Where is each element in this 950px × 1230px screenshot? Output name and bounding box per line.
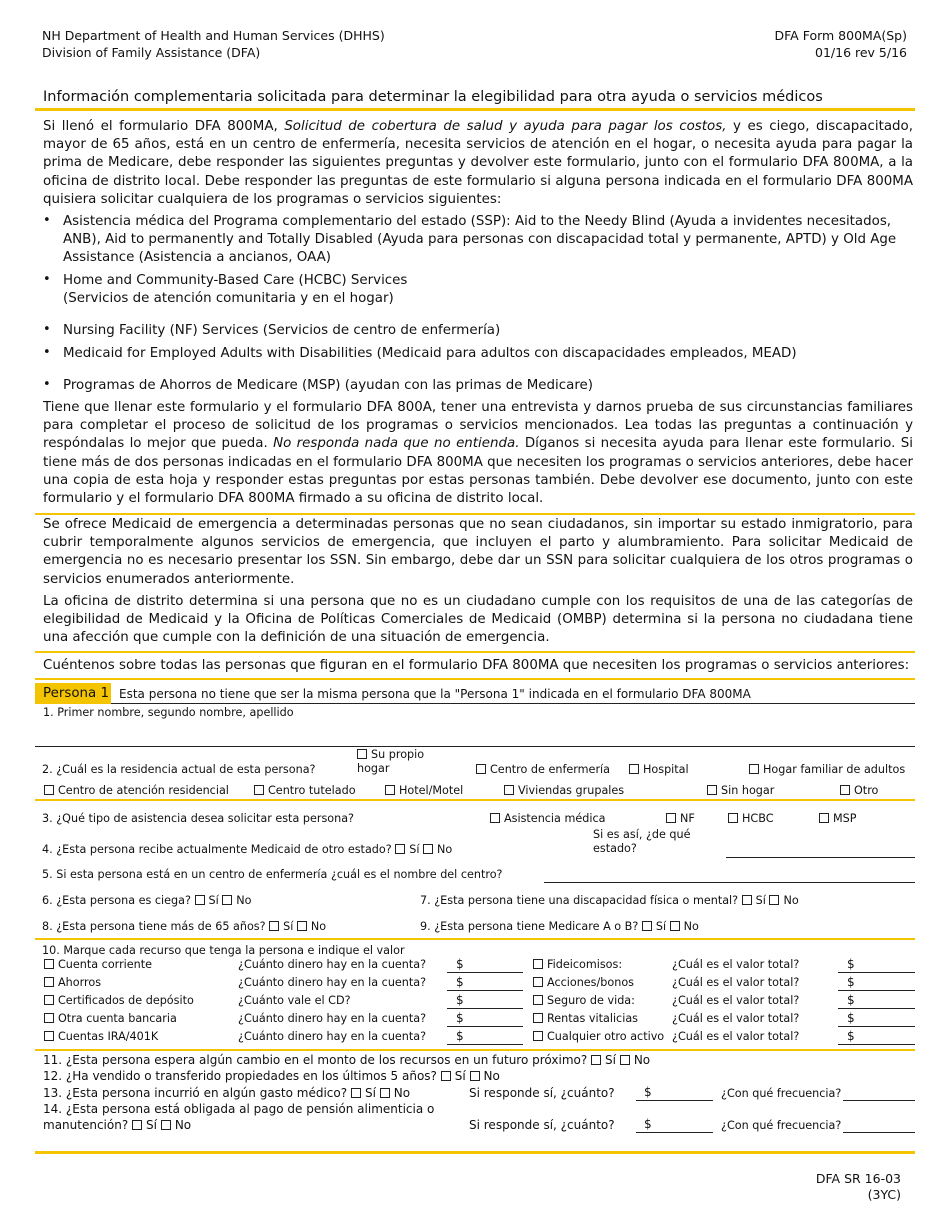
q2-residential[interactable]: Centro de atención residencial	[44, 784, 229, 798]
dollar-sign: $	[644, 1117, 652, 1131]
section-divider	[35, 513, 915, 515]
q2-hotel[interactable]: Hotel/Motel	[385, 784, 463, 798]
checkbox[interactable]	[44, 785, 54, 795]
bullet-icon: •	[43, 272, 51, 287]
q3-msp[interactable]: MSP	[819, 812, 857, 826]
persona-label: Persona 1	[35, 683, 111, 704]
dollar-sign: $	[644, 1085, 652, 1099]
bullet-icon: •	[43, 345, 51, 360]
no-checkbox[interactable]	[161, 1120, 171, 1130]
yes-checkbox[interactable]	[195, 895, 205, 905]
amount-field[interactable]	[838, 990, 915, 991]
q2-group[interactable]: Viviendas grupales	[504, 784, 624, 798]
form-id: DFA Form 800MA(Sp)	[774, 28, 907, 43]
asset-other[interactable]: Cualquier otro activo	[533, 1030, 664, 1044]
amount-field[interactable]	[447, 972, 523, 973]
persona-rule	[111, 703, 915, 704]
no-checkbox[interactable]	[670, 921, 680, 931]
checkbox[interactable]	[44, 995, 54, 1005]
dollar-sign: $	[847, 1029, 855, 1043]
amount-field[interactable]	[838, 1044, 915, 1045]
checkbox[interactable]	[490, 813, 500, 823]
yes-checkbox[interactable]	[591, 1055, 601, 1065]
asset-annuities[interactable]: Rentas vitalicias	[533, 1012, 638, 1026]
q14-label: 14. ¿Esta persona está obligada al pago de pensión alimenticia o	[43, 1102, 435, 1116]
q14-amount-field[interactable]	[636, 1132, 713, 1133]
q13-amount-field[interactable]	[636, 1100, 713, 1101]
checkbox[interactable]	[629, 764, 639, 774]
yes-checkbox[interactable]	[269, 921, 279, 931]
yes-checkbox[interactable]	[395, 844, 405, 854]
checkbox[interactable]	[533, 977, 543, 987]
no-checkbox[interactable]	[620, 1055, 630, 1065]
no-checkbox[interactable]	[380, 1088, 390, 1098]
amount-field[interactable]	[447, 1044, 523, 1045]
section-divider	[35, 651, 915, 653]
asset-checking[interactable]: Cuenta corriente	[44, 958, 152, 972]
bullet-ssp: Asistencia médica del Programa complementario del estado (SSP): Aid to the Needy Blind (Ayuda a invidentes necesitados, ANB), Aid to permanently and Totally Disabled (Ayuda para personas con discapacidad total y permanente, APTD) y Old Age Assistance (Asistencia a ancianos, OAA)	[63, 214, 897, 266]
dollar-sign: $	[456, 957, 464, 971]
asset-question: ¿Cuál es el valor total?	[672, 1030, 800, 1043]
asset-life-insurance[interactable]: Seguro de vida:	[533, 994, 635, 1008]
asset-question: ¿Cuánto dinero hay en la cuenta?	[238, 958, 427, 971]
asset-cd[interactable]: Certificados de depósito	[44, 994, 194, 1008]
q13-freq-field[interactable]	[843, 1100, 915, 1101]
q2-hospital[interactable]: Hospital	[629, 763, 689, 777]
q11-label: 11. ¿Esta persona espera algún cambio en el monto de los recursos en un futuro próximo? Sí No	[43, 1053, 651, 1067]
bullet-icon: •	[43, 322, 51, 337]
q2-own-home[interactable]: Su propio hogar	[357, 748, 425, 775]
q2-label: 2. ¿Cuál es la residencia actual de esta persona?	[42, 763, 316, 776]
checkbox[interactable]	[840, 785, 850, 795]
bullet-hcbc: Home and Community-Based Care (HCBC) Services	[63, 273, 408, 288]
q3-medical[interactable]: Asistencia médica	[490, 812, 605, 826]
q6-label: 6. ¿Esta persona es ciega? Sí No	[42, 894, 252, 907]
asset-ira[interactable]: Cuentas IRA/401K	[44, 1030, 158, 1044]
dollar-sign: $	[456, 1029, 464, 1043]
dollar-sign: $	[847, 1011, 855, 1025]
agency-name: NH Department of Health and Human Services (DHHS)	[42, 28, 385, 43]
amount-field[interactable]	[838, 1008, 915, 1009]
asset-question: ¿Cuál es el valor total?	[672, 1012, 800, 1025]
amount-field[interactable]	[447, 990, 523, 991]
q14-label-cont: manutención? Sí No	[43, 1118, 192, 1132]
asset-question: ¿Cuánto vale el CD?	[238, 994, 351, 1007]
dollar-sign: $	[456, 975, 464, 989]
amount-field[interactable]	[838, 1026, 915, 1027]
amount-field[interactable]	[447, 1026, 523, 1027]
asset-question: ¿Cuánto dinero hay en la cuenta?	[238, 1012, 427, 1025]
persona-divider	[35, 678, 915, 680]
q2-sheltered[interactable]: Centro tutelado	[254, 784, 356, 798]
q2-nursing[interactable]: Centro de enfermería	[476, 763, 610, 777]
q13-label: 13. ¿Esta persona incurrió en algún gasto médico? Sí No	[43, 1086, 411, 1100]
instructions-paragraph: Tiene que llenar este formulario y el formulario DFA 800A, tener una entrevista y darnos prueba de sus circunstancias familiares para completar el proceso de solicitud de los programas o servicios mencionados. Lea todas las preguntas a continuación y respóndalas lo mejor que pueda. No responda nada que no entienda. Díganos si necesita ayuda para llenar este formulario. Si tiene más de dos personas indicadas en el formulario DFA 800MA que necesiten los programas o servicios anteriores, debe hacer una copia de esta hoja y responder estas preguntas por estas personas también. Debe devolver ese documento, junto con este formulario y el formulario DFA 800MA firmado a su oficina de distrito local.	[43, 400, 913, 507]
checkbox[interactable]	[819, 813, 829, 823]
bullet-msp: Programas de Ahorros de Medicare (MSP) (ayudan con las primas de Medicare)	[63, 378, 593, 393]
q13-freq-label: ¿Con qué frecuencia?	[721, 1087, 842, 1100]
q3-nf[interactable]: NF	[666, 812, 695, 826]
q2-other[interactable]: Otro	[840, 784, 878, 798]
q4-state-field[interactable]	[726, 857, 915, 858]
q14-freq-label: ¿Con qué frecuencia?	[721, 1119, 842, 1132]
dollar-sign: $	[456, 1011, 464, 1025]
dollar-sign: $	[847, 975, 855, 989]
checkbox[interactable]	[728, 813, 738, 823]
footer-code: DFA SR 16-03	[815, 1171, 901, 1186]
q12-label: 12. ¿Ha vendido o transferido propiedades en los últimos 5 años? Sí No	[43, 1069, 500, 1083]
asset-question: ¿Cuál es el valor total?	[672, 994, 800, 1007]
bullet-icon: •	[43, 377, 51, 392]
q4-followup: Si es así, ¿de qué estado?	[593, 828, 691, 855]
page-title: Información complementaria solicitada para determinar la elegibilidad para otra ayuda o servicios médicos	[43, 89, 823, 105]
title-divider	[35, 108, 915, 111]
q5-label: 5. Si esta persona está en un centro de enfermería ¿cuál es el nombre del centro?	[42, 868, 503, 881]
bullet-icon: •	[43, 213, 51, 228]
q2-family-home[interactable]: Hogar familiar de adultos	[749, 763, 905, 777]
q10-label: 10. Marque cada recurso que tenga la persona e indique el valor	[42, 944, 405, 957]
yes-checkbox[interactable]	[742, 895, 752, 905]
q4-label: 4. ¿Esta persona recibe actualmente Medicaid de otro estado? Sí No	[42, 843, 453, 856]
persons-intro: Cuéntenos sobre todas las personas que figuran en el formulario DFA 800MA que necesiten los programas o servicios anteriores:	[43, 658, 910, 673]
district-office-paragraph: La oficina de distrito determina si una persona que no es un ciudadano cumple con los requisitos de una de las categorías de elegibilidad de Medicaid y la Oficina de Políticas Comerciales de Medicaid (OMBP) determina si la persona no ciudadana tiene una afección que cumple con la definición de una situación de emergencia.	[43, 594, 913, 646]
dollar-sign: $	[847, 957, 855, 971]
q14-amount-label: Si responde sí, ¿cuánto?	[469, 1118, 615, 1132]
yes-checkbox[interactable]	[132, 1120, 142, 1130]
no-checkbox[interactable]	[470, 1071, 480, 1081]
q9-label: 9. ¿Esta persona tiene Medicare A o B? Sí No	[420, 920, 699, 933]
dollar-sign: $	[847, 993, 855, 1007]
checkbox[interactable]	[44, 1013, 54, 1023]
q2-divider	[35, 799, 915, 801]
q2-homeless[interactable]: Sin hogar	[707, 784, 774, 798]
checkbox[interactable]	[504, 785, 514, 795]
emergency-medicaid-paragraph: Se ofrece Medicaid de emergencia a determinadas personas que no sean ciudadanos, sin importar su estado inmigratorio, para cubrir temporalmente algunos servicios de emergencia, que incluyen el parto y alumbramiento. Para solicitar Medicaid de emergencia no es necesario presentar los SSN. Sin embargo, debe dar un SSN para solicitar cualquiera de los otros programas o servicios enumerados anteriormente.	[43, 517, 913, 587]
no-checkbox[interactable]	[769, 895, 779, 905]
checkbox[interactable]	[707, 785, 717, 795]
yes-checkbox[interactable]	[441, 1071, 451, 1081]
q14-freq-field[interactable]	[843, 1132, 915, 1133]
yes-checkbox[interactable]	[351, 1088, 361, 1098]
q5-facility-field[interactable]	[544, 882, 915, 883]
name-field[interactable]	[35, 746, 915, 747]
q3-hcbc[interactable]: HCBC	[728, 812, 774, 826]
checkbox[interactable]	[749, 764, 759, 774]
bullet-nf: Nursing Facility (NF) Services (Servicios de centro de enfermería)	[63, 323, 501, 338]
checkbox[interactable]	[476, 764, 486, 774]
footer-sub: (3YC)	[867, 1187, 901, 1202]
checkbox[interactable]	[533, 959, 543, 969]
checkbox[interactable]	[666, 813, 676, 823]
checkbox[interactable]	[254, 785, 264, 795]
q3-label: 3. ¿Qué tipo de asistencia desea solicitar esta persona?	[42, 812, 354, 825]
no-checkbox[interactable]	[297, 921, 307, 931]
q10-divider	[35, 1049, 915, 1051]
yes-checkbox[interactable]	[642, 921, 652, 931]
intro-paragraph: Si llenó el formulario DFA 800MA, Solicitud de cobertura de salud y ayuda para pagar los costos, y es ciego, discapacitado, mayor de 65 años, está en un centro de enfermería, necesita servicios de atención en el hogar, o necesita ayuda para pagar la prima de Medicare, debe responder las siguientes preguntas y devolver este formulario, junto con el formulario DFA 800MA, a la oficina de distrito local. Debe responder las preguntas de este formulario si alguna persona indicada en el formulario DFA 800MA quisiera solicitar cualquiera de los programas o servicios siguientes:	[43, 119, 913, 207]
checkbox[interactable]	[533, 995, 543, 1005]
asset-question: ¿Cuál es el valor total?	[672, 976, 800, 989]
bullet-mead: Medicaid for Employed Adults with Disabilities (Medicaid para adultos con discapacidades empleados, MEAD)	[63, 346, 797, 361]
no-checkbox[interactable]	[222, 895, 232, 905]
amount-field[interactable]	[447, 1008, 523, 1009]
checkbox[interactable]	[533, 1013, 543, 1023]
division-name: Division of Family Assistance (DFA)	[42, 45, 261, 60]
checkbox[interactable]	[357, 749, 367, 759]
bullet-hcbc-translation: (Servicios de atención comunitaria y en el hogar)	[63, 291, 394, 306]
asset-question: ¿Cuánto dinero hay en la cuenta?	[238, 1030, 427, 1043]
q9-divider	[35, 938, 915, 940]
checkbox[interactable]	[44, 1031, 54, 1041]
q1-label: 1. Primer nombre, segundo nombre, apellido	[43, 706, 294, 719]
bottom-divider	[35, 1151, 915, 1154]
asset-question: ¿Cuál es el valor total?	[672, 958, 800, 971]
asset-savings[interactable]: Ahorros	[44, 976, 101, 990]
asset-trusts[interactable]: Fideicomisos:	[533, 958, 622, 972]
checkbox[interactable]	[44, 977, 54, 987]
form-revision: 01/16 rev 5/16	[815, 45, 907, 60]
asset-stocks[interactable]: Acciones/bonos	[533, 976, 634, 990]
checkbox[interactable]	[385, 785, 395, 795]
q13-amount-label: Si responde sí, ¿cuánto?	[469, 1086, 615, 1100]
q8-label: 8. ¿Esta persona tiene más de 65 años? Sí No	[42, 920, 327, 933]
no-checkbox[interactable]	[423, 844, 433, 854]
persona-note: Esta persona no tiene que ser la misma persona que la "Persona 1" indicada en el formulario DFA 800MA	[119, 687, 751, 701]
checkbox[interactable]	[44, 959, 54, 969]
amount-field[interactable]	[838, 972, 915, 973]
q7-label: 7. ¿Esta persona tiene una discapacidad física o mental? Sí No	[420, 894, 799, 907]
asset-other-bank[interactable]: Otra cuenta bancaria	[44, 1012, 177, 1026]
checkbox[interactable]	[533, 1031, 543, 1041]
dollar-sign: $	[456, 993, 464, 1007]
asset-question: ¿Cuánto dinero hay en la cuenta?	[238, 976, 427, 989]
